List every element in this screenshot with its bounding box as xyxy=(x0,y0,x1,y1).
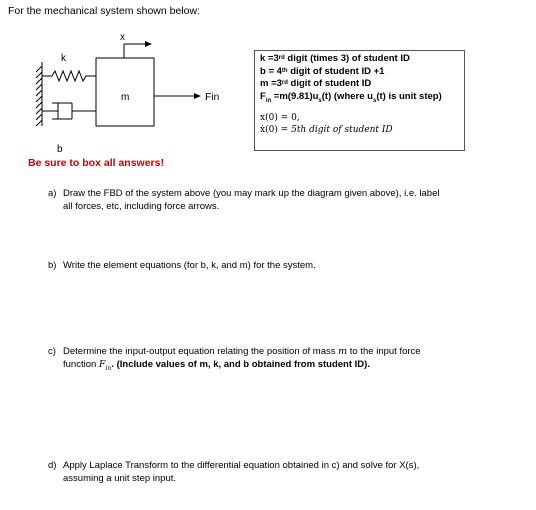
mass-label: m xyxy=(121,92,130,103)
question-a: a) Draw the FBD of the system above (you may mark up the diagram given above), i.e. label all forces, etc, including force arrows. xyxy=(48,188,440,212)
fin-definition: $F_{in} =m(9.81)u_s(t)$ (where $u_s(t)$ is unit step) xyxy=(260,90,442,104)
question-b-index: b) xyxy=(48,260,57,271)
k-definition: k =3rd digit (times 3) of student ID xyxy=(260,53,410,64)
damping-label: b xyxy=(57,144,63,155)
damper xyxy=(42,103,96,119)
initial-position: x(0) = 0, xyxy=(260,112,300,123)
warning-text: Be sure to box all answers! xyxy=(28,157,164,169)
initial-velocity: ẋ(0) = 5th digit of student ID xyxy=(260,125,393,136)
question-a-index: a) xyxy=(48,188,57,199)
parameters-box xyxy=(254,50,465,151)
question-c: c) Determine the input-output equation relating the position of mass m to the input force function $F_{in}$. (Include values of m, k, and b obtained from student ID). xyxy=(48,346,421,372)
fixed-wall xyxy=(36,62,42,126)
question-d: d) Apply Laplace Transform to the differential equation obtained in c) and solve for X(s), assuming a unit step input. xyxy=(48,460,420,484)
question-b: b) Write the element equations (for b, k, and m) for the system. xyxy=(48,260,316,271)
intro-text: For the mechanical system shown below: xyxy=(8,5,200,17)
spring xyxy=(42,71,96,81)
m-definition: m =3rd digit of student ID xyxy=(260,78,372,89)
x-position-arrow xyxy=(124,41,152,58)
mechanical-system-diagram xyxy=(28,28,228,155)
question-c-index: c) xyxy=(48,346,56,357)
input-force-arrow xyxy=(154,93,201,99)
b-definition: b = 4th digit of student ID +1 xyxy=(260,65,385,77)
spring-constant-label: k xyxy=(61,53,66,64)
input-force-label: Fin xyxy=(205,91,220,103)
x-label: x xyxy=(120,32,125,43)
question-d-index: d) xyxy=(48,460,57,471)
